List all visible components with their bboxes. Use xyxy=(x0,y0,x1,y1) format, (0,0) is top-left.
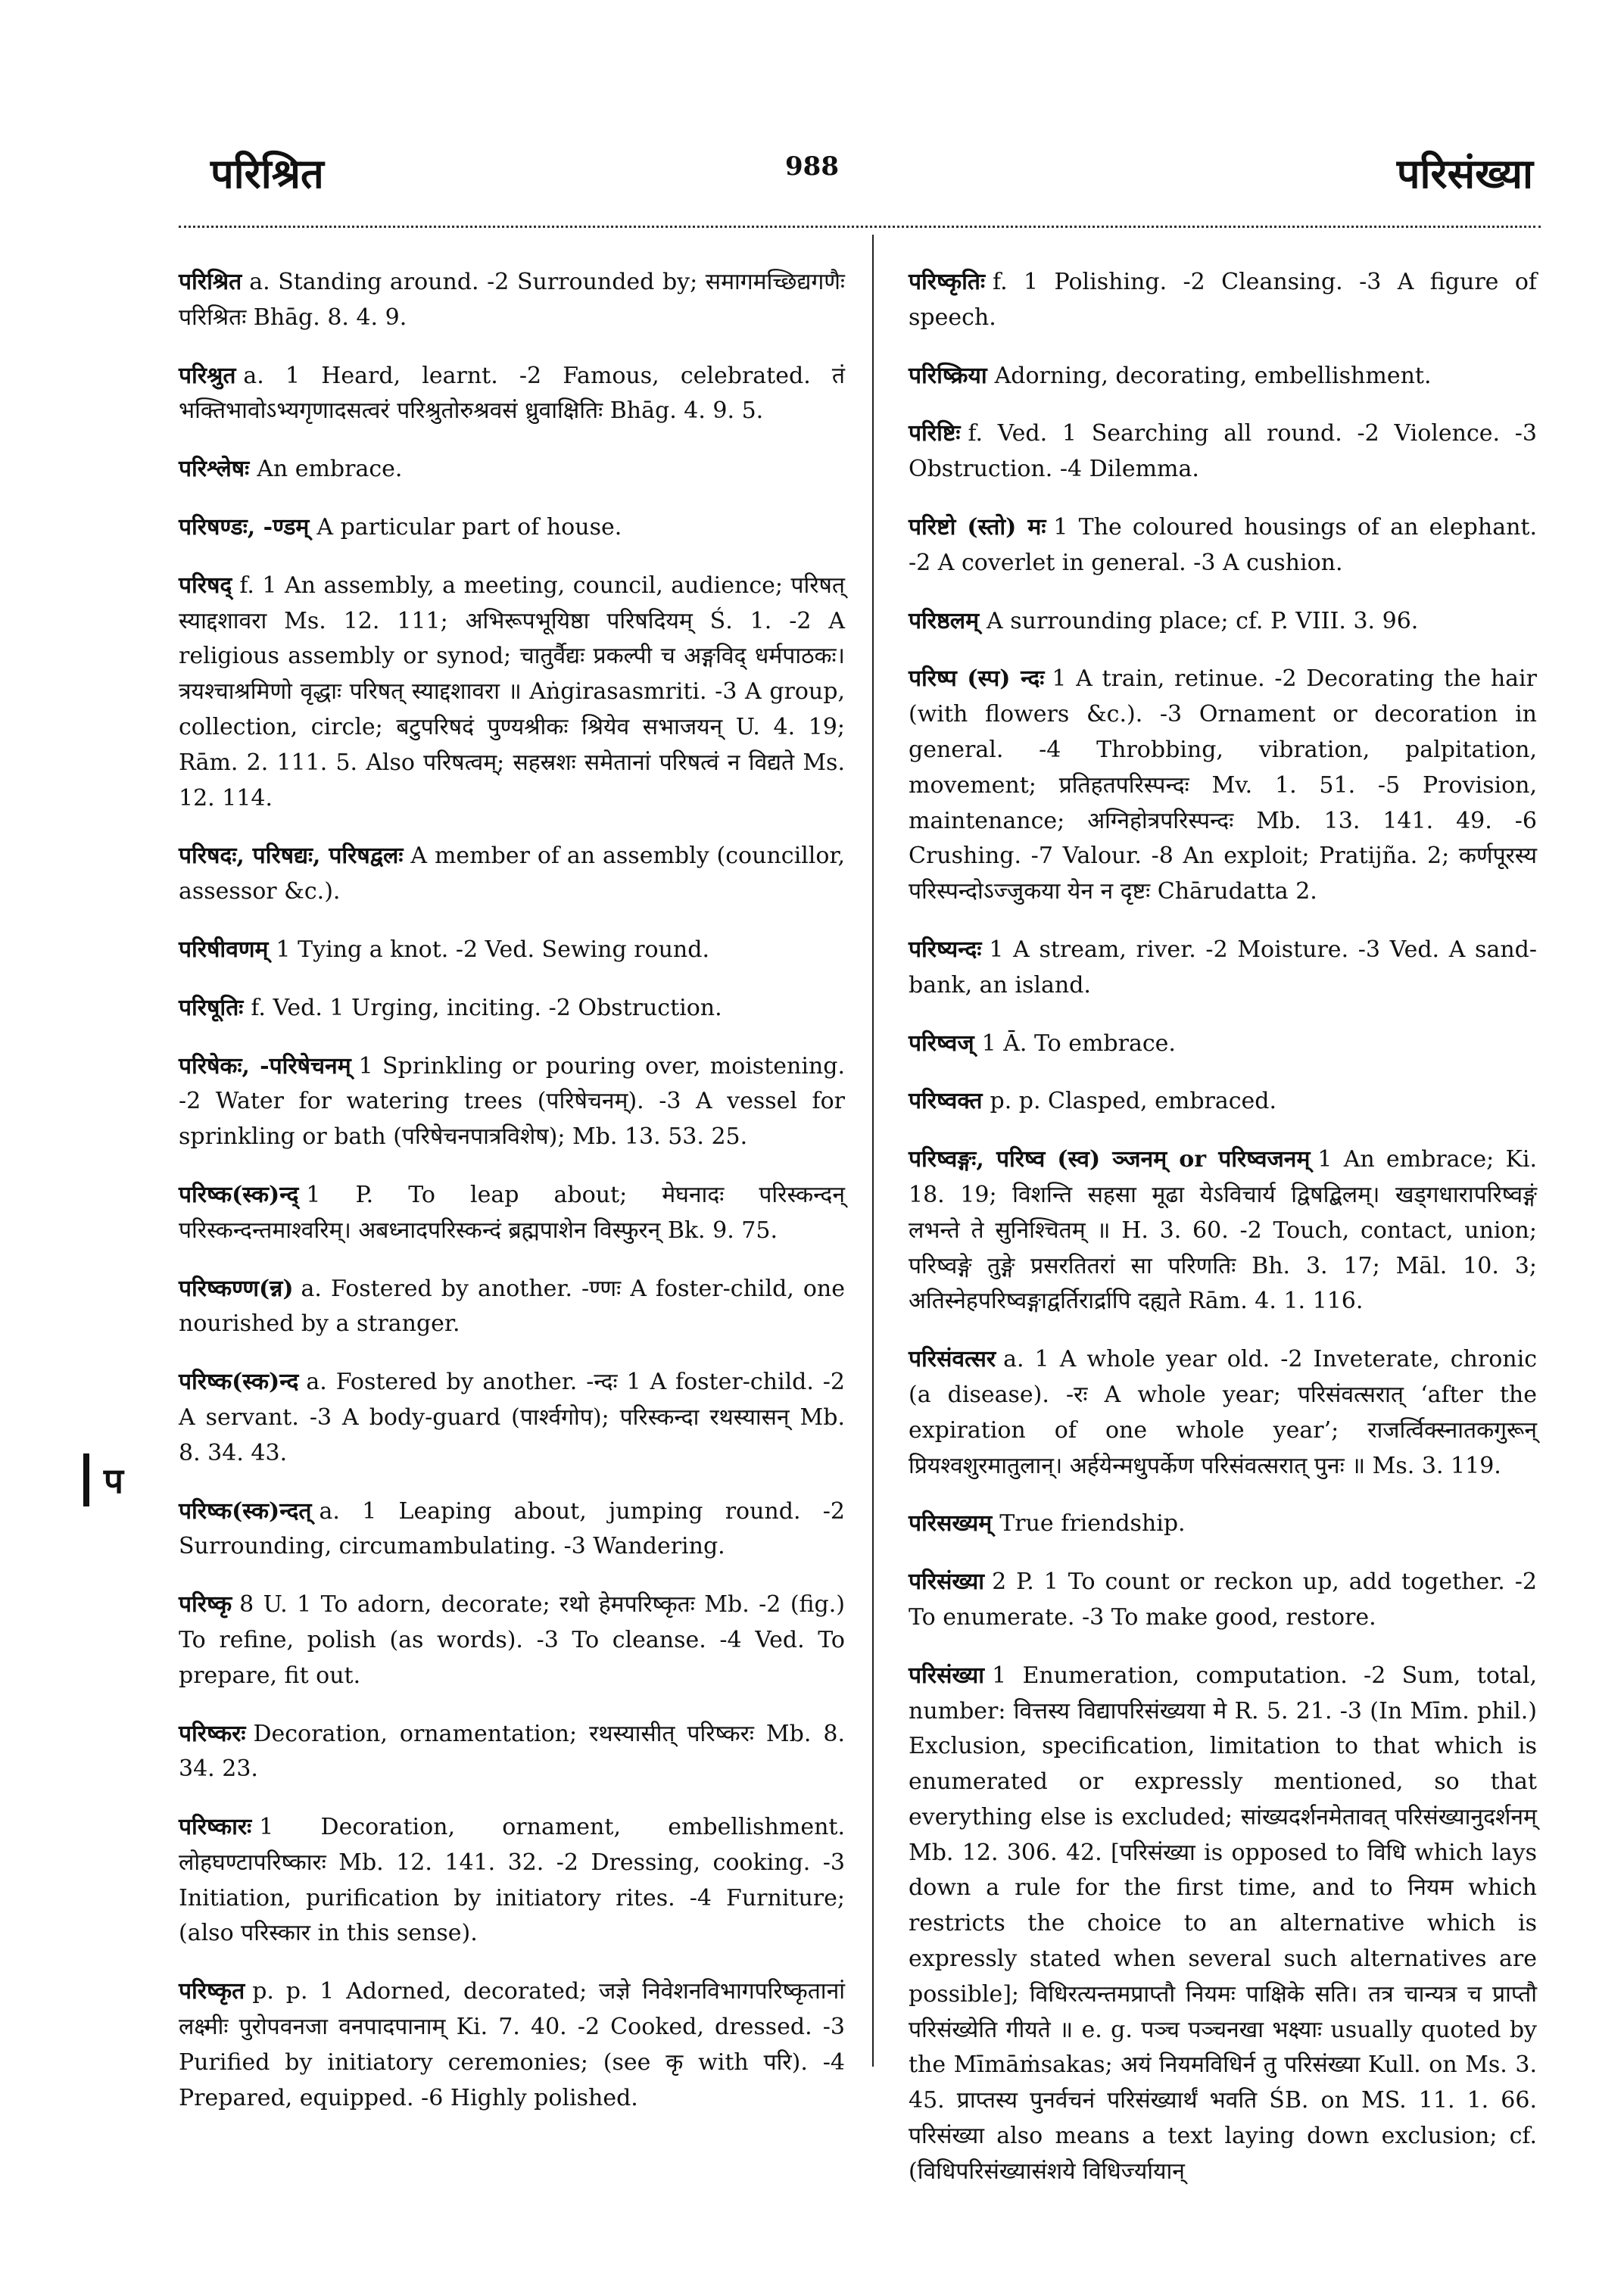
dictionary-entry xyxy=(179,1494,845,1566)
entry-definition: a. Fostered by another. -न्दः 1 A foster-child. -2 A servant. -3 A body-guard (पार्श्वगोप); परिस्कन्दा रथस्यासन् Mb. 8. 34. 43. xyxy=(179,1369,845,1466)
entry-definition: a. 1 Heard, learnt. -2 Famous, celebrated. तं भक्तिभावोऽभ्यगृणादसत्वरं परिश्रुतोरुश्रवसं ध्रुवाक्षितिः Bhāg. 4. 9. 5. xyxy=(179,362,845,425)
section-letter-marker: प xyxy=(83,1453,138,1506)
entry-definition: 1 Ā. To embrace. xyxy=(981,1030,1176,1057)
dictionary-entry xyxy=(179,933,845,968)
entry-headword: परिषदः, परिषद्यः, परिषद्वलः xyxy=(179,843,404,870)
entry-headword: परिष्क(स्क)न्द xyxy=(179,1369,299,1396)
dictionary-entry xyxy=(909,1084,1537,1120)
entry-headword: परिष्करः xyxy=(179,1720,246,1747)
entry-headword: परिष्यन्दः xyxy=(909,936,982,963)
dictionary-entry xyxy=(179,991,845,1027)
dictionary-entry xyxy=(909,1142,1537,1319)
dictionary-entry xyxy=(909,933,1537,1004)
dictionary-entry xyxy=(909,1342,1537,1484)
entry-headword: परिष्क्रिया xyxy=(909,362,987,389)
entry-definition: 1 Tying a knot. -2 Ved. Sewing round. xyxy=(276,936,709,963)
running-head-left: परिश्रित xyxy=(210,149,324,198)
dictionary-entry xyxy=(179,1178,845,1249)
entry-headword: परिश्लेषः xyxy=(179,456,250,483)
dictionary-entry xyxy=(179,1272,845,1343)
entry-definition: An embrace. xyxy=(257,456,403,483)
entry-definition: 1 The coloured housings of an elephant. -2 A coverlet in general. -3 A cushion. xyxy=(909,513,1537,576)
header-rule xyxy=(179,226,1541,228)
dictionary-entry xyxy=(179,569,845,817)
entry-headword: परिश्रित xyxy=(179,269,242,295)
dictionary-entry xyxy=(179,1810,845,1952)
dictionary-entry xyxy=(909,662,1537,910)
entry-headword: परिष्कृतिः xyxy=(909,269,986,295)
entry-definition: f. Ved. 1 Searching all round. -2 Violence. -3 Obstruction. -4 Dilemma. xyxy=(909,420,1537,483)
dictionary-entry xyxy=(179,510,845,546)
dictionary-entry xyxy=(179,1587,845,1693)
entry-definition: a. 1 Leaping about, jumping round. -2 Surrounding, circumambulating. -3 Wandering. xyxy=(179,1497,845,1560)
entry-headword: परिष्कारः xyxy=(179,1814,252,1841)
dictionary-entry xyxy=(179,1049,845,1155)
right-column xyxy=(909,242,1537,2210)
entry-headword: परिष्वङ्गः, परिष्व (स्व) ञ्जनम् or परिष्वजनम् xyxy=(909,1146,1311,1173)
entry-definition: A surrounding place; cf. P. VIII. 3. 96. xyxy=(987,607,1419,634)
dictionary-entry xyxy=(179,265,845,336)
dictionary-entry xyxy=(179,1974,845,2116)
entry-headword: परिष्प (स्प) न्दः xyxy=(909,665,1045,693)
entry-definition: Decoration, ornamentation; रथस्यासीत् परिष्करः Mb. 8. 34. 23. xyxy=(179,1720,845,1783)
entry-definition: 1 P. To leap about; मेघनादः परिस्कन्दन् परिस्कन्दन्तमाश्वरिम्। अबध्नादपरिस्कन्दं ब्रह्मपाशेन विस्फुरन् Bk. 9. 75. xyxy=(179,1181,845,1244)
entry-definition: a. 1 A whole year old. -2 Inveterate, chronic (a disease). -रः A whole year; परिसंवत्सरात् ‘after the expiration of one whole year’; राजर्त्विक्स्नातकगुरून् प्रियश्वशुरमातुलान्। अर्हयेन्मधुपर्केण परिसंवत्सरात् पुनः ॥ Ms. 3. 119. xyxy=(909,1346,1537,1479)
page-number: 988 xyxy=(785,151,839,182)
dictionary-entry xyxy=(909,1506,1537,1542)
left-column xyxy=(179,242,845,2136)
entry-definition: f. 1 An assembly, a meeting, council, audience; परिषत् स्याद्दशावरा Ms. 12. 111; अभिरूपभूयिष्ठा परिषदियम् Ś. 1. -2 A religious assembly or synod; चातुर्वैद्यः प्रकल्पी च अङ्गविद् धर्मपाठकः। त्रयश्चाश्रमिणो वृद्धाः परिषत् स्याद्दशावरा ॥ Aṅgirasasmriti. -3 A group, collection, circle; बटुपरिषदं पुण्यश्रीकः श्रियेव सभाजयन् U. 4. 19; Rām. 2. 111. 5. Also परिषत्वम्; सहस्रशः समेतानां परिषत्वं न विद्यते Ms. 12. 114. xyxy=(179,572,845,812)
entry-headword: परिषण्डः, -ण्डम् xyxy=(179,513,310,541)
entry-definition: A particular part of house. xyxy=(316,513,622,541)
entry-definition: 1 Sprinkling or pouring over, moistening. -2 Water for watering trees (परिषेचनम्). -3 A vessel for sprinkling or bath (परिषेचनपात्रविशेष); Mb. 13. 53. 25. xyxy=(179,1052,845,1151)
entry-definition: 2 P. 1 To count or reckon up, add together. -2 To enumerate. -3 To make good, restore. xyxy=(909,1569,1537,1631)
dictionary-entry xyxy=(909,1565,1537,1636)
entry-definition: 1 An embrace; Ki. 18. 19; विशन्ति सहसा मूढा येऽविचार्य द्विषद्बिलम्। खड्गधारापरिष्वङ्गं लभन्ते ते सुनिश्चितम् ॥ H. 3. 60. -2 Touch, contact, union; परिष्वङ्गे तुङ्गे प्रसरतितरां सा परिणतिः Bh. 3. 17; Māl. 10. 3; अतिस्नेहपरिष्वङ्गाद्वर्तिरार्द्रापि दह्यते Rām. 4. 1. 116. xyxy=(909,1146,1537,1315)
entry-definition: f. Ved. 1 Urging, inciting. -2 Obstruction. xyxy=(251,994,722,1021)
entry-headword: परिष्क(स्क)न्दत् xyxy=(179,1497,312,1525)
entry-headword: परिषीवणम् xyxy=(179,936,269,963)
entry-definition: A member of an assembly (councillor, assessor &c.). xyxy=(179,843,845,905)
entry-headword: परिसख्यम् xyxy=(909,1510,993,1537)
entry-definition: 1 Enumeration, computation. -2 Sum, total, number: वित्तस्य विद्यापरिसंख्यया मे R. 5. 21. -3 (In Mīm. phil.) Exclusion, specification, limitation to that which is enumerated or expressly mentioned, so that everything else is excluded; सांख्यदर्शनमेतावत् परिसंख्यानुदर्शनम् Mb. 12. 306. 42. [परिसंख्या is opposed to विधि which lays down a rule for the first time, and to नियम which restricts the choice to an alternative which is expressly stated when several such alternatives are possible]; विधिरत्यन्तमप्राप्तौ नियमः पाक्षिके सति। तत्र चान्यत्र च प्राप्तौ परिसंख्येति गीयते ॥ e. g. पञ्च पञ्चनखा भक्ष्याः usually quoted by the Mīmāṁsakas; अयं नियमविधिर्न तु परिसंख्या Kull. on Ms. 3. 45. प्राप्तस्य पुनर्वचनं परिसंख्यार्थं भवति ŚB. on MS. 11. 1. 66. परिसंख्या also means a text laying down exclusion; cf. (विधिपरिसंख्यासंशये विधिर्ज्यायान् xyxy=(909,1662,1537,2185)
running-head-right: परिसंख्या xyxy=(1396,149,1533,198)
entry-headword: परिष्वक्त xyxy=(909,1088,983,1115)
entry-headword: परिष्क(स्क)न्द् xyxy=(179,1181,299,1208)
entry-headword: परिषूतिः xyxy=(179,994,244,1021)
dictionary-entry xyxy=(179,452,845,488)
dictionary-entry xyxy=(909,359,1537,394)
entry-headword: परिष्वज् xyxy=(909,1030,974,1057)
dictionary-entry xyxy=(909,604,1537,640)
entry-definition: f. 1 Polishing. -2 Cleansing. -3 A figure of speech. xyxy=(909,269,1537,331)
entry-definition: a. Standing around. -2 Surrounded by; समागमच्छिद्यगणैः परिश्रितः Bhāg. 8. 4. 9. xyxy=(179,269,845,331)
entry-definition: p. p. 1 Adorned, decorated; जज्ञे निवेशनविभागपरिष्कृतानां लक्ष्मीः पुरोपवनजा वनपादपानाम् Ki. 7. 40. -2 Cooked, dressed. -3 Purified by initiatory ceremonies; (see कृ with परि). -4 Prepared, equipped. -6 Highly polished. xyxy=(179,1978,845,2111)
entry-headword: परिष्कण्ण(न्न) xyxy=(179,1275,294,1302)
entry-definition: 1 A train, retinue. -2 Decorating the hair (with flowers &c.). -3 Ornament or decoration in general. -4 Throbbing, vibration, palpitation, movement; प्रतिहतपरिस्पन्दः Mv. 1. 51. -5 Provision, maintenance; अग्निहोत्रपरिस्पन्दः Mb. 13. 141. 49. -6 Crushing. -7 Valour. -8 An exploit; Pratijña. 2; कर्णपूरस्य परिस्पन्दोऽज्जुकया येन न दृष्टः Chārudatta 2. xyxy=(909,665,1537,905)
entry-headword: परिसंवत्सर xyxy=(909,1346,996,1373)
dictionary-entry xyxy=(909,265,1537,336)
entry-headword: परिष्ठलम् xyxy=(909,607,980,634)
entry-headword: परिष्टिः xyxy=(909,420,961,447)
entry-definition: p. p. Clasped, embraced. xyxy=(990,1088,1277,1115)
dictionary-entry xyxy=(179,1365,845,1471)
dictionary-entry xyxy=(909,1659,1537,2190)
entry-definition: True friendship. xyxy=(999,1510,1186,1537)
entry-headword: परिषद् xyxy=(179,572,232,599)
entry-definition: a. Fostered by another. -ण्णः A foster-child, one nourished by a stranger. xyxy=(179,1275,845,1338)
entry-headword: परिसंख्या xyxy=(909,1662,985,1689)
entry-definition: Adorning, decorating, embellishment. xyxy=(994,362,1432,389)
entry-headword: परिसंख्या xyxy=(909,1569,985,1596)
dictionary-entry xyxy=(179,839,845,910)
entry-headword: परिष्कृत xyxy=(179,1978,245,2005)
entry-headword: परिष्टो (स्तो) मः xyxy=(909,513,1046,541)
column-divider xyxy=(872,235,874,2067)
dictionary-entry xyxy=(909,510,1537,581)
entry-headword: परिषेकः, -परिषेचनम् xyxy=(179,1052,351,1080)
dictionary-entry xyxy=(909,1027,1537,1062)
dictionary-entry xyxy=(909,416,1537,488)
entry-definition: 1 A stream, river. -2 Moisture. -3 Ved. A sand-bank, an island. xyxy=(909,936,1537,999)
dictionary-entry xyxy=(179,359,845,430)
entry-definition: 1 Decoration, ornament, embellishment. लोहघण्टापरिष्कारः Mb. 12. 141. 32. -2 Dressing, cooking. -3 Initiation, purification by initiatory rites. -4 Furniture; (also परिस्कार in this sense). xyxy=(179,1814,845,1947)
entry-headword: परिष्कृ xyxy=(179,1591,232,1618)
entry-headword: परिश्रुत xyxy=(179,362,236,389)
dictionary-entry xyxy=(179,1717,845,1788)
entry-definition: 8 U. 1 To adorn, decorate; रथो हेमपरिष्कृतः Mb. -2 (fig.) To refine, polish (as words). -3 To cleanse. -4 Ved. To prepare, fit out. xyxy=(179,1591,845,1689)
